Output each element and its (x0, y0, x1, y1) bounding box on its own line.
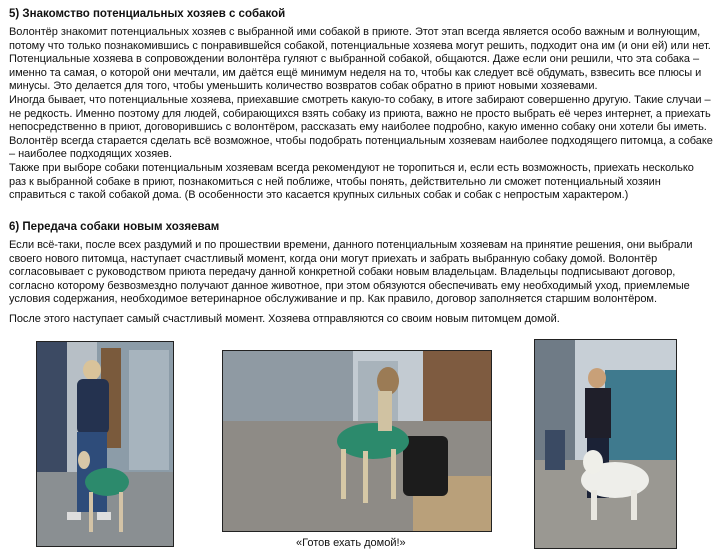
section-5-heading: 5) Знакомство потенциальных хозяев с собакой (9, 8, 286, 20)
photo-dog-ready-to-go (222, 350, 492, 532)
section-5-text (9, 26, 713, 203)
paragraph: Также при выборе собаки потенциальным хозяевам всегда рекомендуют не торопиться и, если есть возможность, приехать несколько раз к выбранной собаке в приют, познакомиться с ней поближе, чтобы понять, действительно ли сможет потенциальный хозяин справиться с такой собакой дома. (В особенности это касается крупных сильных собак и собак с непростым характером.) (9, 161, 694, 202)
paragraph: Иногда бывает, что потенциальные хозяева, приехавшие смотреть какую-то собаку, в итоге забирают совершенно другую. Такие случаи – не редкость. Именно поэтому для людей, собирающихся взять собаку из приюта, важно не просто выбрать её через интернет, а приехать непосредственно в приют, договорившись с волонтёром, рассказать ему наиболее подробно, какую именно собаку они хотели бы иметь. Волонтёр всегда старается сделать всё возможное, чтобы подобрать потенциальным хозяевам наиболее подходящего питомца, а собаке – наиболее подходящих хозяев. (9, 93, 713, 161)
photo-caption: «Готов ехать домой!» (296, 537, 406, 549)
photo-woman-with-dog (36, 341, 174, 547)
paragraph: Если всё-таки, после всех раздумий и по прошествии времени, данного потенциальным хозяевам на принятие решения, они выбрали своего нового питомца, наступает счастливый момент, когда они могут приехать и забрать выбранную собаку домой. Волонтёр согласовывает с руководством приюта передачу данной конкретной собаки новым владельцам. Владельцы подписывают договор, согласно которому безвозмездно получают данное животное, при этом обязуются обеспечивать ему необходимый уход, приемлемые условия содержания, необходимое ветеринарное обслуживание и пр. Как правило, договор заполняется старшим волонтёром. (9, 239, 693, 306)
section-6-text (9, 239, 713, 307)
paragraph: Потенциальные хозяева в сопровождении волонтёра гуляют с выбранной собакой, общаются. Даже если они решили, что эта собака – именно та самая, о которой они мечтали, им даётся ещё минимум неделя на то, чтобы как следует всё обдумать, взвесить все плюсы и минусы. Это делается для того, чтобы уменьшить количество возвратов собак обратно в приют новыми хозяевами. (9, 53, 702, 93)
paragraph: После этого наступает самый счастливый момент. Хозяева отправляются со своим новым питомцем домой. (9, 313, 560, 325)
section-6-heading: 6) Передача собаки новым хозяевам (9, 221, 220, 233)
photo-woman-with-white-dog (534, 339, 677, 549)
section-6-closing (9, 313, 713, 327)
paragraph: Волонтёр знакомит потенциальных хозяев с выбранной ими собакой в приюте. Этот этап всегда является особо важным и волнующим, потому что только познакомившись с понравившейся собакой, потенциальные хозяева могут решить, подходит она им (и они ей) или нет. (9, 26, 711, 52)
